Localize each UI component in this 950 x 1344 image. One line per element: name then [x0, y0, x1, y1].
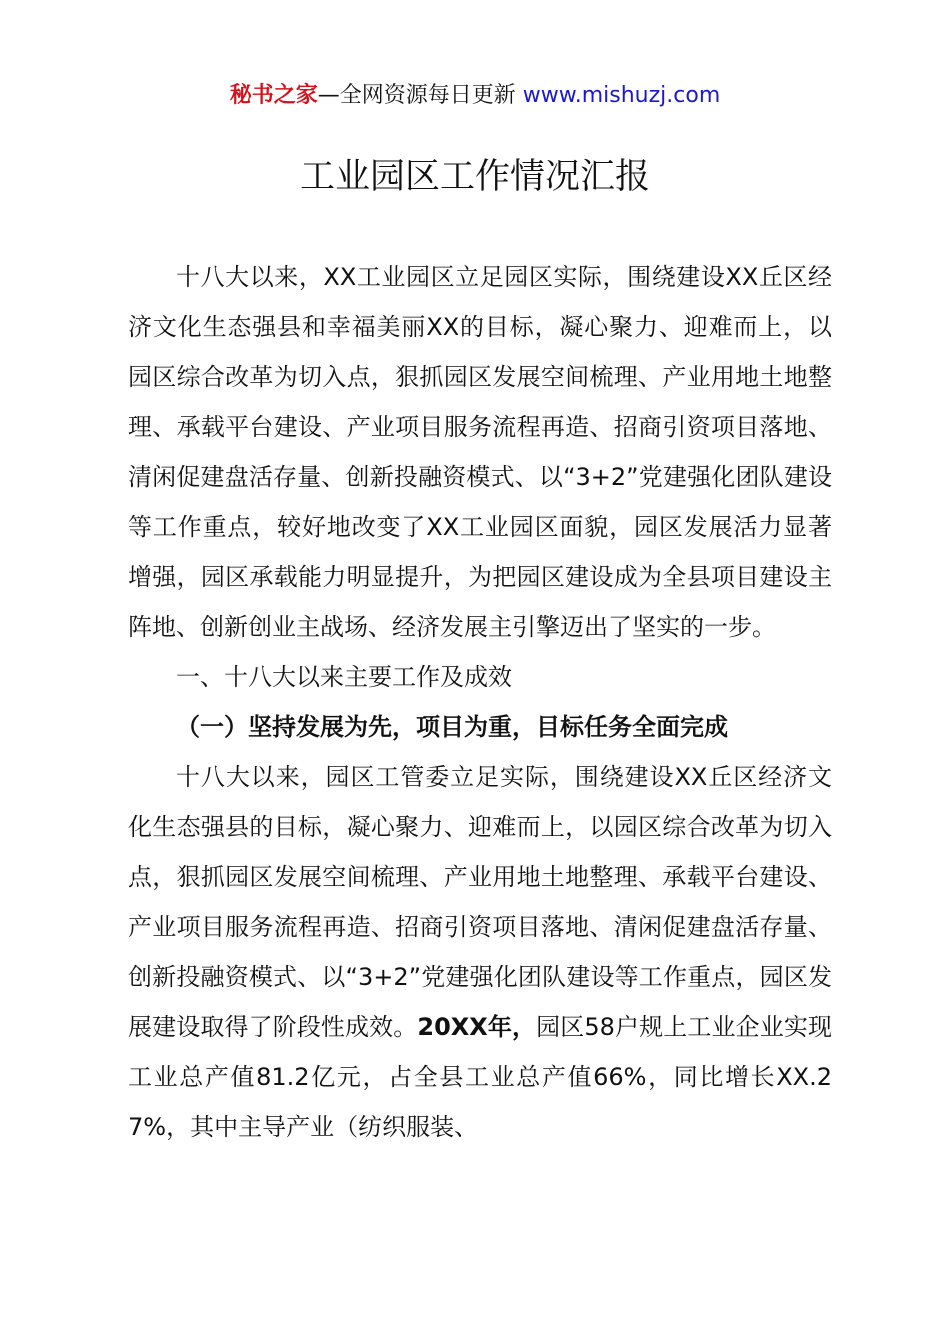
intro-paragraph: 十八大以来，XX工业园区立足园区实际，围绕建设XX丘区经济文化生态强县和幸福美丽XX的目标，凝心聚力、迎难而上，以园区综合改革为切入点，狠抓园区发展空间梳理、产业用地土地整理、承载平台建设、产业项目服务流程再造、招商引资项目落地、清闲促建盘活存量、创新投融资模式、以“3+2”党建强化团队建设等工作重点，较好地改变了XX工业园区面貌，园区发展活力显著增强，园区承载能力明显提升，为把园区建设成为全县项目建设主阵地、创新创业主战场、经济发展主引擎迈出了坚实的一步。 [128, 263, 832, 641]
subsection-heading: （一）坚持发展为先，项目为重，目标任务全面完成 [176, 713, 728, 741]
subsection-paragraph [128, 752, 832, 1152]
paragraph-text: 十八大以来，园区工管委立足实际，围绕建设XX丘区经济文化生态强县的目标，凝心聚力、迎难而上，以园区综合改革为切入点，狠抓园区发展空间梳理、产业用地土地整理、承载平台建设、产业项目服务流程再造、招商引资项目落地、清闲促建盘活存量、创新投融资模式、以“3+2”党建强化团队建设等工作重点，园区发展建设取得了阶段性成效。 [128, 763, 832, 1041]
year-emphasis: 20XX年， [417, 1013, 537, 1041]
header-tagline: —全网资源每日更新 [317, 83, 516, 108]
document-title: 工业园区工作情况汇报 [299, 157, 650, 197]
brand-name: 秘书之家 [229, 83, 318, 108]
site-url-link[interactable]: www.mishuzj.com [522, 83, 721, 108]
section-heading: 一、十八大以来主要工作及成效 [176, 663, 512, 691]
document-body [128, 252, 832, 1152]
site-header [0, 80, 950, 112]
paragraph-text-continued: 园区58户规上工业企业实现工业总产值81.2亿元，占全县工业总产值66%，同比增长XX.27%，其中主导产业（纺织服装、 [128, 1013, 832, 1141]
